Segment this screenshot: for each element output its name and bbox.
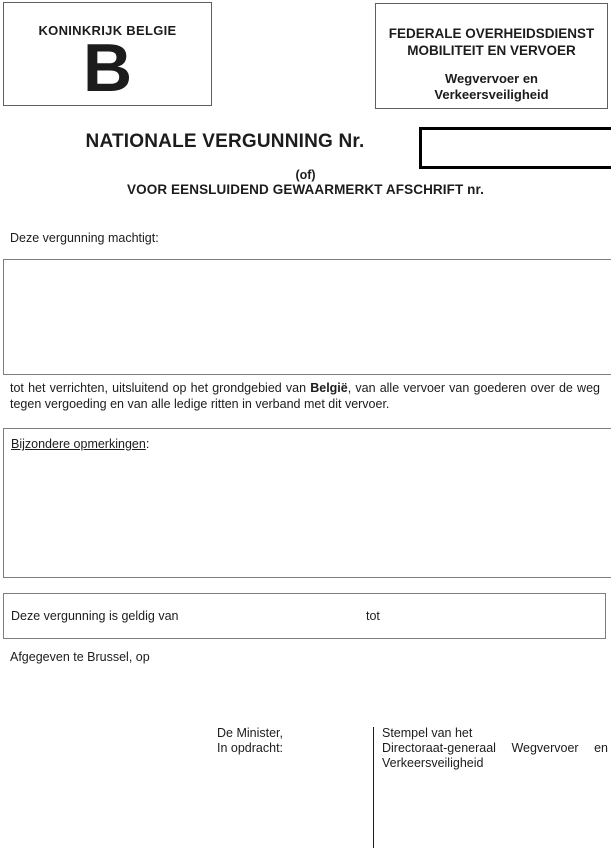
country-name: KONINKRIJK BELGIE [38, 23, 177, 38]
scope-text-after: , van alle vervoer van goederen over de weg tegen vergoeding en van alle ledige ritten in verband met dit vervoer. [10, 381, 600, 411]
issued-label: Afgegeven te Brussel, op [10, 650, 150, 664]
remarks-label: Bijzondere opmerkingen [11, 437, 146, 451]
scope-text-before: tot het verrichten, uitsluitend op het grondgebied van [10, 381, 311, 395]
agency-name-line1: FEDERALE OVERHEIDSDIENST [388, 26, 595, 41]
stamp-block [382, 726, 608, 771]
authorizes-label: Deze vergunning machtigt: [10, 231, 159, 245]
permit-number-field[interactable] [419, 127, 611, 169]
validity-box [3, 593, 606, 639]
issued-line [10, 650, 273, 664]
by-order-label: In opdracht: [217, 741, 284, 755]
agency-box [375, 3, 608, 109]
stamp-label-line1: Stempel van het [382, 726, 473, 740]
or-label: (of) [295, 168, 316, 182]
agency-department-line2: Verkeersveiligheid [434, 87, 549, 102]
stamp-directorate-label: Directoraat-generaal Wegvervoer en Verkeersveiligheid [382, 741, 608, 770]
minister-signature-block [217, 726, 283, 756]
permit-holder-field[interactable] [3, 259, 611, 375]
signature-divider [373, 727, 374, 848]
remarks-field[interactable] [3, 428, 611, 578]
agency-name-line2: MOBILITEIT EN VERVOER [407, 43, 576, 58]
remarks-label-colon: : [145, 437, 150, 451]
valid-from-label: Deze vergunning is geldig van [11, 609, 179, 623]
scope-country-bold: België [310, 381, 348, 395]
valid-to-label: tot [366, 609, 380, 623]
country-code-letter: B [82, 30, 133, 106]
country-box [3, 2, 212, 106]
certified-copy-title: VOOR EENSLUIDEND GEWAARMERKT AFSCHRIFT nr. [127, 182, 484, 197]
document-title: NATIONALE VERGUNNING Nr. [85, 131, 365, 152]
scope-paragraph [10, 380, 600, 412]
agency-department-line1: Wegvervoer en [445, 71, 538, 86]
minister-label: De Minister, [217, 726, 283, 740]
